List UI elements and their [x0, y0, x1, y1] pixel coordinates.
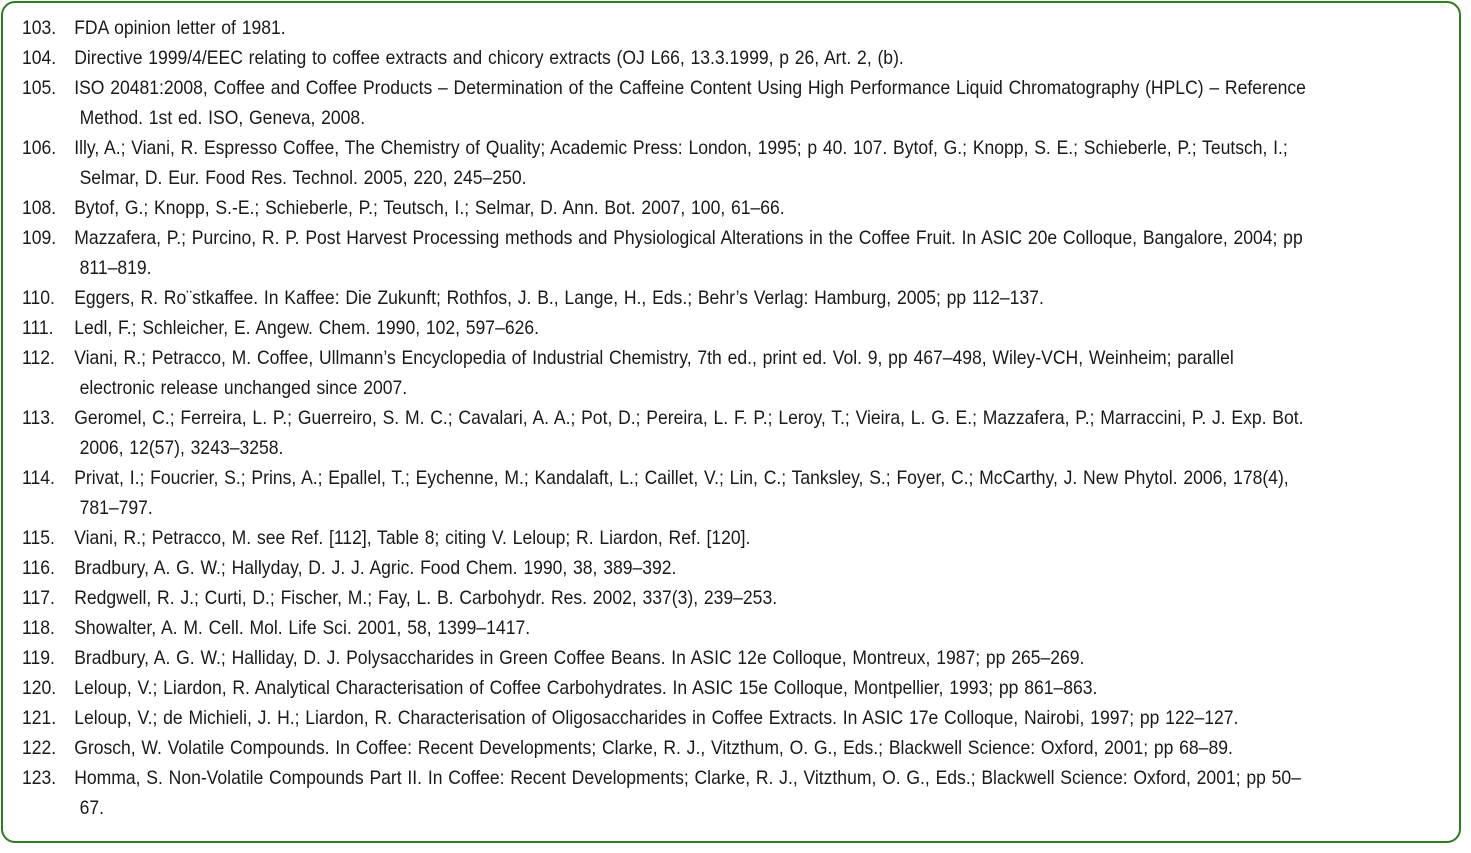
reference-item [22, 193, 1309, 223]
reference-number: 122. [22, 737, 57, 759]
reference-text: Homma, S. Non-Volatile Compounds Part II. In Coffee: Recent Developments; Clarke, R. J., Vitzthum, O. G., Eds.; Blackwell Science: Oxford, 2001; pp 50–67. [74, 767, 1301, 819]
reference-text: Grosch, W. Volatile Compounds. In Coffee: Recent Developments; Clarke, R. J., Vitzthum, O. G., Eds.; Blackwell Science: Oxford, 2001; pp 68–89. [74, 737, 1233, 759]
reference-item [22, 613, 1309, 643]
reference-item [22, 583, 1309, 613]
reference-number: 116. [22, 557, 55, 579]
reference-number: 111. [22, 317, 54, 339]
reference-text: Geromel, C.; Ferreira, L. P.; Guerreiro, S. M. C.; Cavalari, A. A.; Pot, D.; Pereira, L. F. P.; Leroy, T.; Vieira, L. G. E.; Mazzafera, P.; Marraccini, P. J. Exp. Bot. 2006, 12(57), 3243–3258. [74, 407, 1304, 459]
reference-number: 110. [22, 287, 55, 309]
reference-number: 109. [22, 227, 57, 249]
reference-text: Illy, A.; Viani, R. Espresso Coffee, The Chemistry of Quality; Academic Press: London, 1995; p 40. 107. Bytof, G.; Knopp, S. E.; Schieberle, P.; Teutsch, I.; Selmar, D. Eur. Food Res. Technol. 2005, 220, 245–250. [74, 137, 1288, 189]
reference-item [22, 523, 1309, 553]
reference-number: 115. [22, 527, 55, 549]
reference-item [22, 673, 1309, 703]
reference-number: 105. [22, 77, 57, 99]
reference-number: 120. [22, 677, 57, 699]
reference-item [22, 403, 1309, 463]
reference-text: Directive 1999/4/EEC relating to coffee extracts and chicory extracts (OJ L66, 13.3.1999, p 26, Art. 2, (b). [74, 47, 904, 69]
reference-number: 118. [22, 617, 55, 639]
reference-item [22, 73, 1309, 133]
reference-item [22, 463, 1309, 523]
reference-number: 106. [22, 137, 57, 159]
reference-text: Eggers, R. Ro¨stkaffee. In Kaffee: Die Zukunft; Rothfos, J. B., Lange, H., Eds.; Behr’s Verlag: Hamburg, 2005; pp 112–137. [74, 287, 1044, 309]
reference-text: Leloup, V.; Liardon, R. Analytical Characterisation of Coffee Carbohydrates. In ASIC 15e Colloque, Montpellier, 1993; pp 861–863. [74, 677, 1098, 699]
reference-number: 113. [22, 407, 55, 429]
reference-number: 103. [22, 17, 57, 39]
reference-text: Privat, I.; Foucrier, S.; Prins, A.; Epallel, T.; Eychenne, M.; Kandalaft, L.; Caillet, V.; Lin, C.; Tanksley, S.; Foyer, C.; McCarthy, J. New Phytol. 2006, 178(4), 781–797. [74, 467, 1289, 519]
reference-number: 123. [22, 767, 57, 789]
reference-item [22, 313, 1309, 343]
reference-item [22, 133, 1309, 193]
reference-number: 117. [22, 587, 55, 609]
reference-text: ISO 20481:2008, Coffee and Coffee Products – Determination of the Caffeine Content Using High Performance Liquid Chromatography (HPLC) – Reference Method. 1st ed. ISO, Geneva, 2008. [74, 77, 1306, 129]
reference-item [22, 13, 1309, 43]
reference-number: 104. [22, 47, 57, 69]
reference-text: Bytof, G.; Knopp, S.-E.; Schieberle, P.; Teutsch, I.; Selmar, D. Ann. Bot. 2007, 100, 61–66. [74, 197, 785, 219]
reference-item [22, 643, 1309, 673]
reference-text: Showalter, A. M. Cell. Mol. Life Sci. 2001, 58, 1399–1417. [74, 617, 531, 639]
reference-item [22, 43, 1309, 73]
reference-item [22, 763, 1309, 823]
reference-text: Viani, R.; Petracco, M. see Ref. [112], Table 8; citing V. Leloup; R. Liardon, Ref. [120]. [74, 527, 751, 549]
reference-number: 121. [22, 707, 57, 729]
reference-number: 119. [22, 647, 55, 669]
reference-item [22, 283, 1309, 313]
reference-item [22, 343, 1309, 403]
reference-item [22, 823, 1309, 853]
reference-item [22, 703, 1309, 733]
reference-list [22, 13, 1309, 853]
reference-text: Mazzafera, P.; Purcino, R. P. Post Harvest Processing methods and Physiological Alterations in the Coffee Fruit. In ASIC 20e Colloque, Bangalore, 2004; pp 811–819. [74, 227, 1303, 279]
reference-item [22, 553, 1309, 583]
reference-number: 114. [22, 467, 55, 489]
reference-text: Viani, R.; Petracco, M. Coffee, Ullmann’s Encyclopedia of Industrial Chemistry, 7th ed., print ed. Vol. 9, pp 467–498, Wiley-VCH, Weinheim; parallel electronic release unchanged since 2007. [74, 347, 1234, 399]
reference-text: Bradbury, A. G. W.; Halliday, D. J. Polysaccharides in Green Coffee Beans. In ASIC 12e Colloque, Montreux, 1987; pp 265–269. [74, 647, 1085, 669]
reference-item [22, 223, 1309, 283]
reference-item [22, 733, 1309, 763]
reference-text: Bradbury, A. G. W.; Hallyday, D. J. J. Agric. Food Chem. 1990, 38, 389–392. [74, 557, 677, 579]
reference-text: FDA opinion letter of 1981. [74, 17, 286, 39]
reference-number: 108. [22, 197, 57, 219]
reference-number: 112. [22, 347, 55, 369]
reference-text: Ledl, F.; Schleicher, E. Angew. Chem. 1990, 102, 597–626. [74, 317, 539, 339]
reference-text: Leloup, V.; de Michieli, J. H.; Liardon, R. Characterisation of Oligosaccharides in Coffee Extracts. In ASIC 17e Colloque, Nairobi, 1997; pp 122–127. [74, 707, 1239, 729]
reference-text: Redgwell, R. J.; Curti, D.; Fischer, M.; Fay, L. B. Carbohydr. Res. 2002, 337(3), 239–253. [74, 587, 778, 609]
